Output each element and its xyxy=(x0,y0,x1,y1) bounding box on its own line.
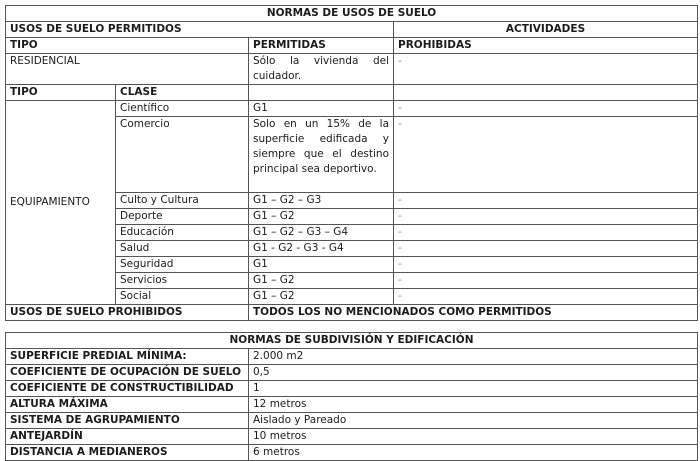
prohibidas-cell: - xyxy=(394,273,698,289)
agrupamiento-label: SISTEMA DE AGRUPAMIENTO xyxy=(6,413,249,429)
coef-constructibilidad-value: 1 xyxy=(249,381,698,397)
residencial-permitidas-line1: Sólo la vivienda del xyxy=(253,55,389,67)
clase-cell: Deporte xyxy=(116,209,249,225)
medianeros-label: DISTANCIA A MEDIANEROS xyxy=(6,445,249,461)
permitidas-cell: G1 – G2 xyxy=(249,289,394,305)
prohibidas-cell: - xyxy=(394,101,698,117)
superficie-value: 2.000 m2 xyxy=(249,349,698,365)
permitted-uses-header: USOS DE SUELO PERMITIDOS xyxy=(6,22,394,38)
equip-clase-header: CLASE xyxy=(116,85,249,101)
clase-cell: Servicios xyxy=(116,273,249,289)
medianeros-value: 6 metros xyxy=(249,445,698,461)
permitidas-cell: G1 xyxy=(249,101,394,117)
land-use-table xyxy=(5,5,698,321)
permitidas-cell: G1 - G2 - G3 - G4 xyxy=(249,241,394,257)
subdivision-title: NORMAS DE SUBDIVISIÓN Y EDIFICACIÓN xyxy=(6,333,698,349)
coef-ocupacion-value: 0,5 xyxy=(249,365,698,381)
prohibidas-cell: - xyxy=(394,193,698,209)
prohibited-uses-label: USOS DE SUELO PROHIBIDOS xyxy=(6,305,249,321)
prohibidas-cell: - xyxy=(394,117,698,193)
col-tipo: TIPO xyxy=(6,38,249,54)
col-permitidas: PERMITIDAS xyxy=(249,38,394,54)
residencial-prohibidas: - xyxy=(394,54,698,85)
superficie-label: SUPERFICIE PREDIAL MÍNIMA: xyxy=(6,349,249,365)
coef-ocupacion-label: COEFICIENTE DE OCUPACIÓN DE SUELO xyxy=(6,365,249,381)
clase-cell: Seguridad xyxy=(116,257,249,273)
permitidas-cell: G1 – G2 xyxy=(249,273,394,289)
permitidas-cell: G1 xyxy=(249,257,394,273)
equip-tipo-header: TIPO xyxy=(6,85,116,101)
clase-cell: Salud xyxy=(116,241,249,257)
prohibidas-cell: - xyxy=(394,257,698,273)
clase-cell: Educación xyxy=(116,225,249,241)
residencial-permitidas-line2: cuidador. xyxy=(253,70,302,82)
clase-cell: Científico xyxy=(116,101,249,117)
altura-label: ALTURA MÁXIMA xyxy=(6,397,249,413)
equipamiento-label: EQUIPAMIENTO xyxy=(6,101,116,305)
subdivision-table xyxy=(5,332,698,461)
prohibited-uses-value: TODOS LOS NO MENCIONADOS COMO PERMITIDOS xyxy=(249,305,698,321)
activities-header: ACTIVIDADES xyxy=(394,22,698,38)
antejardin-label: ANTEJARDÍN xyxy=(6,429,249,445)
clase-cell: Comercio xyxy=(116,117,249,193)
permitidas-cell: G1 – G2 xyxy=(249,209,394,225)
land-use-title: NORMAS DE USOS DE SUELO xyxy=(6,6,698,22)
prohibidas-cell: - xyxy=(394,289,698,305)
coef-constructibilidad-label: COEFICIENTE DE CONSTRUCTIBILIDAD xyxy=(6,381,249,397)
prohibidas-cell: - xyxy=(394,241,698,257)
prohibidas-cell: - xyxy=(394,225,698,241)
agrupamiento-value: Aislado y Pareado xyxy=(249,413,698,429)
altura-value: 12 metros xyxy=(249,397,698,413)
col-prohibidas: PROHIBIDAS xyxy=(394,38,698,54)
clase-cell: Culto y Cultura xyxy=(116,193,249,209)
residencial-tipo: RESIDENCIAL xyxy=(6,54,249,85)
antejardin-value: 10 metros xyxy=(249,429,698,445)
permitidas-cell: G1 – G2 – G3 xyxy=(249,193,394,209)
clase-cell: Social xyxy=(116,289,249,305)
residencial-permitidas xyxy=(249,54,394,85)
permitidas-cell: Solo en un 15% de la superficie edificada y siempre que el destino principal sea deportivo. xyxy=(249,117,394,193)
permitidas-cell: G1 – G2 – G3 – G4 xyxy=(249,225,394,241)
prohibidas-cell: - xyxy=(394,209,698,225)
